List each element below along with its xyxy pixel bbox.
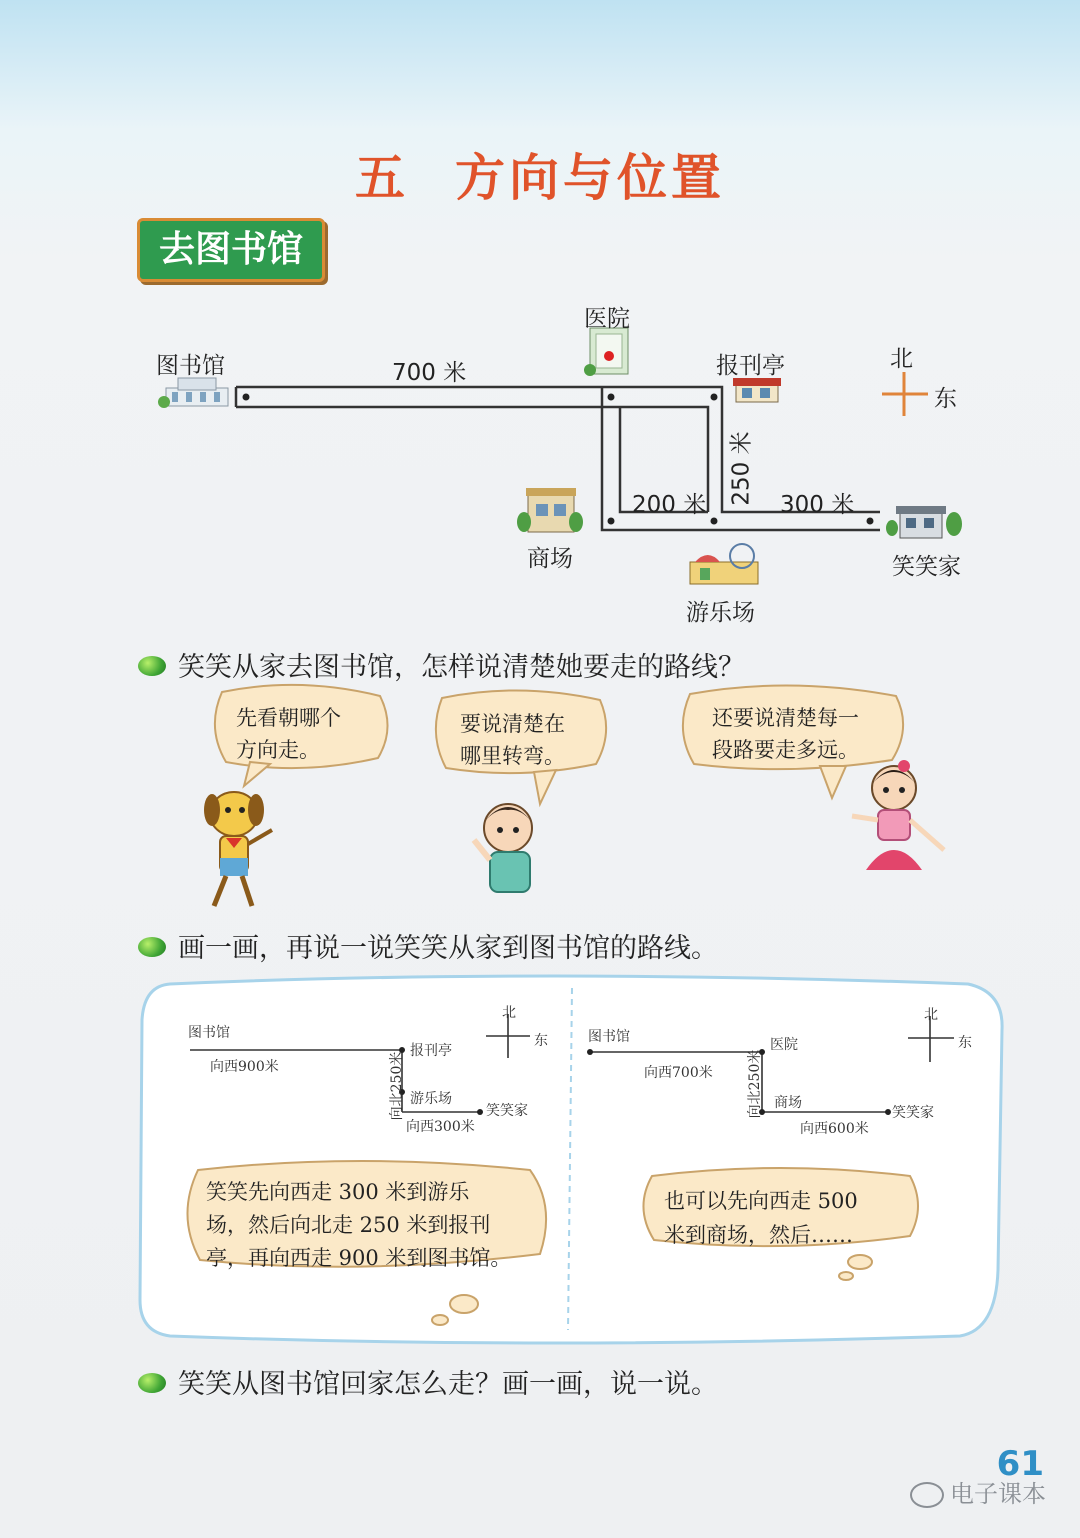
home-building-icon xyxy=(886,506,962,538)
question-2 xyxy=(138,926,718,965)
left-sketch-compass-north: 北 xyxy=(502,1005,516,1021)
playground-icon xyxy=(690,544,758,584)
right-explanation-line-1: 也可以先向西走 500 xyxy=(664,1189,858,1213)
left-sketch-home: 笑笑家 xyxy=(486,1103,528,1119)
page-number: 61 xyxy=(996,1444,1044,1484)
map-label-mall: 商场 xyxy=(527,546,573,572)
map-label-library: 图书馆 xyxy=(156,353,225,379)
dog-speech-text xyxy=(236,702,341,766)
right-explanation-text xyxy=(664,1184,858,1252)
girl-speech-line-2: 段路要走多远。 xyxy=(712,738,859,762)
left-sketch-west-300: 向西300米 xyxy=(406,1119,475,1135)
girl-speech-line-1: 还要说清楚每一 xyxy=(712,706,859,730)
left-explanation-line-3: 亭，再向西走 900 米到图书馆。 xyxy=(206,1246,512,1270)
left-explanation-line-2: 场，然后向北走 250 米到报刊 xyxy=(206,1213,491,1237)
newsstand-icon xyxy=(733,378,781,402)
boy-speech-line-1: 要说清楚在 xyxy=(460,712,565,736)
question-1 xyxy=(138,645,745,684)
green-bullet-icon xyxy=(138,1373,166,1393)
compass-icon xyxy=(882,372,928,416)
right-sketch-west-700: 向西700米 xyxy=(644,1065,713,1081)
left-sketch-playground: 游乐场 xyxy=(410,1091,452,1107)
watermark xyxy=(910,1474,1046,1509)
answer-panel xyxy=(0,970,1080,1350)
library-building-icon xyxy=(158,378,228,408)
map-label-home: 笑笑家 xyxy=(892,554,961,580)
distance-300: 300 米 xyxy=(780,492,855,518)
right-sketch-compass-east: 东 xyxy=(958,1035,972,1051)
map-label-newsstand: 报刊亭 xyxy=(716,353,785,379)
right-sketch-hospital: 医院 xyxy=(770,1037,798,1053)
question-3-text: 笑笑从图书馆回家怎么走？画一画，说一说。 xyxy=(178,1369,718,1400)
wechat-icon xyxy=(910,1482,944,1508)
green-bullet-icon xyxy=(138,937,166,957)
left-sketch-north-250: 向北250米 xyxy=(389,1051,405,1121)
question-2-text: 画一画，再说一说笑笑从家到图书馆的路线。 xyxy=(178,933,718,964)
boy-speech-line-2: 哪里转弯。 xyxy=(460,744,565,768)
watermark-text: 电子课本 xyxy=(950,1480,1046,1508)
question-1-text: 笑笑从家去图书馆，怎样说清楚她要走的路线？ xyxy=(178,652,745,683)
chapter-number: 五 xyxy=(355,149,409,207)
right-sketch-library: 图书馆 xyxy=(588,1029,630,1045)
hospital-building-icon xyxy=(584,328,628,376)
right-explanation-line-2: 米到商场，然后…… xyxy=(664,1223,853,1247)
girl-character-illustration xyxy=(852,760,944,870)
map-label-playground: 游乐场 xyxy=(686,600,755,626)
right-sketch-north-250: 向北250米 xyxy=(747,1049,763,1119)
distance-700: 700 米 xyxy=(392,360,467,386)
left-sketch-west-900: 向西900米 xyxy=(210,1059,279,1075)
map-label-hospital: 医院 xyxy=(584,306,630,332)
boy-character-illustration xyxy=(474,804,532,892)
compass-east-label: 东 xyxy=(934,386,957,412)
left-explanation-text xyxy=(206,1176,511,1275)
section-title: 去图书馆 xyxy=(137,218,325,282)
dog-speech-line-1: 先看朝哪个 xyxy=(236,706,341,730)
question-3 xyxy=(138,1362,718,1401)
chapter-title-text: 方向与位置 xyxy=(455,149,725,207)
left-sketch-compass-east: 东 xyxy=(534,1033,548,1049)
distance-250: 250 米 xyxy=(728,431,755,506)
green-bullet-icon xyxy=(138,656,166,676)
right-sketch-compass-north: 北 xyxy=(924,1007,938,1023)
girl-speech-text xyxy=(712,702,859,766)
dog-speech-line-2: 方向走。 xyxy=(236,738,320,762)
left-sketch-newsstand: 报刊亭 xyxy=(410,1043,452,1059)
distance-200: 200 米 xyxy=(632,492,707,518)
left-explanation-line-1: 笑笑先向西走 300 米到游乐 xyxy=(206,1180,470,1204)
dog-character-illustration xyxy=(204,792,272,906)
boy-speech-text xyxy=(460,708,565,772)
right-sketch-home: 笑笑家 xyxy=(892,1105,934,1121)
mall-building-icon xyxy=(517,488,583,532)
right-sketch-mall: 商场 xyxy=(774,1095,802,1111)
left-sketch-library: 图书馆 xyxy=(188,1025,230,1041)
right-sketch-west-600: 向西600米 xyxy=(800,1121,869,1137)
compass-north-label: 北 xyxy=(890,346,913,372)
